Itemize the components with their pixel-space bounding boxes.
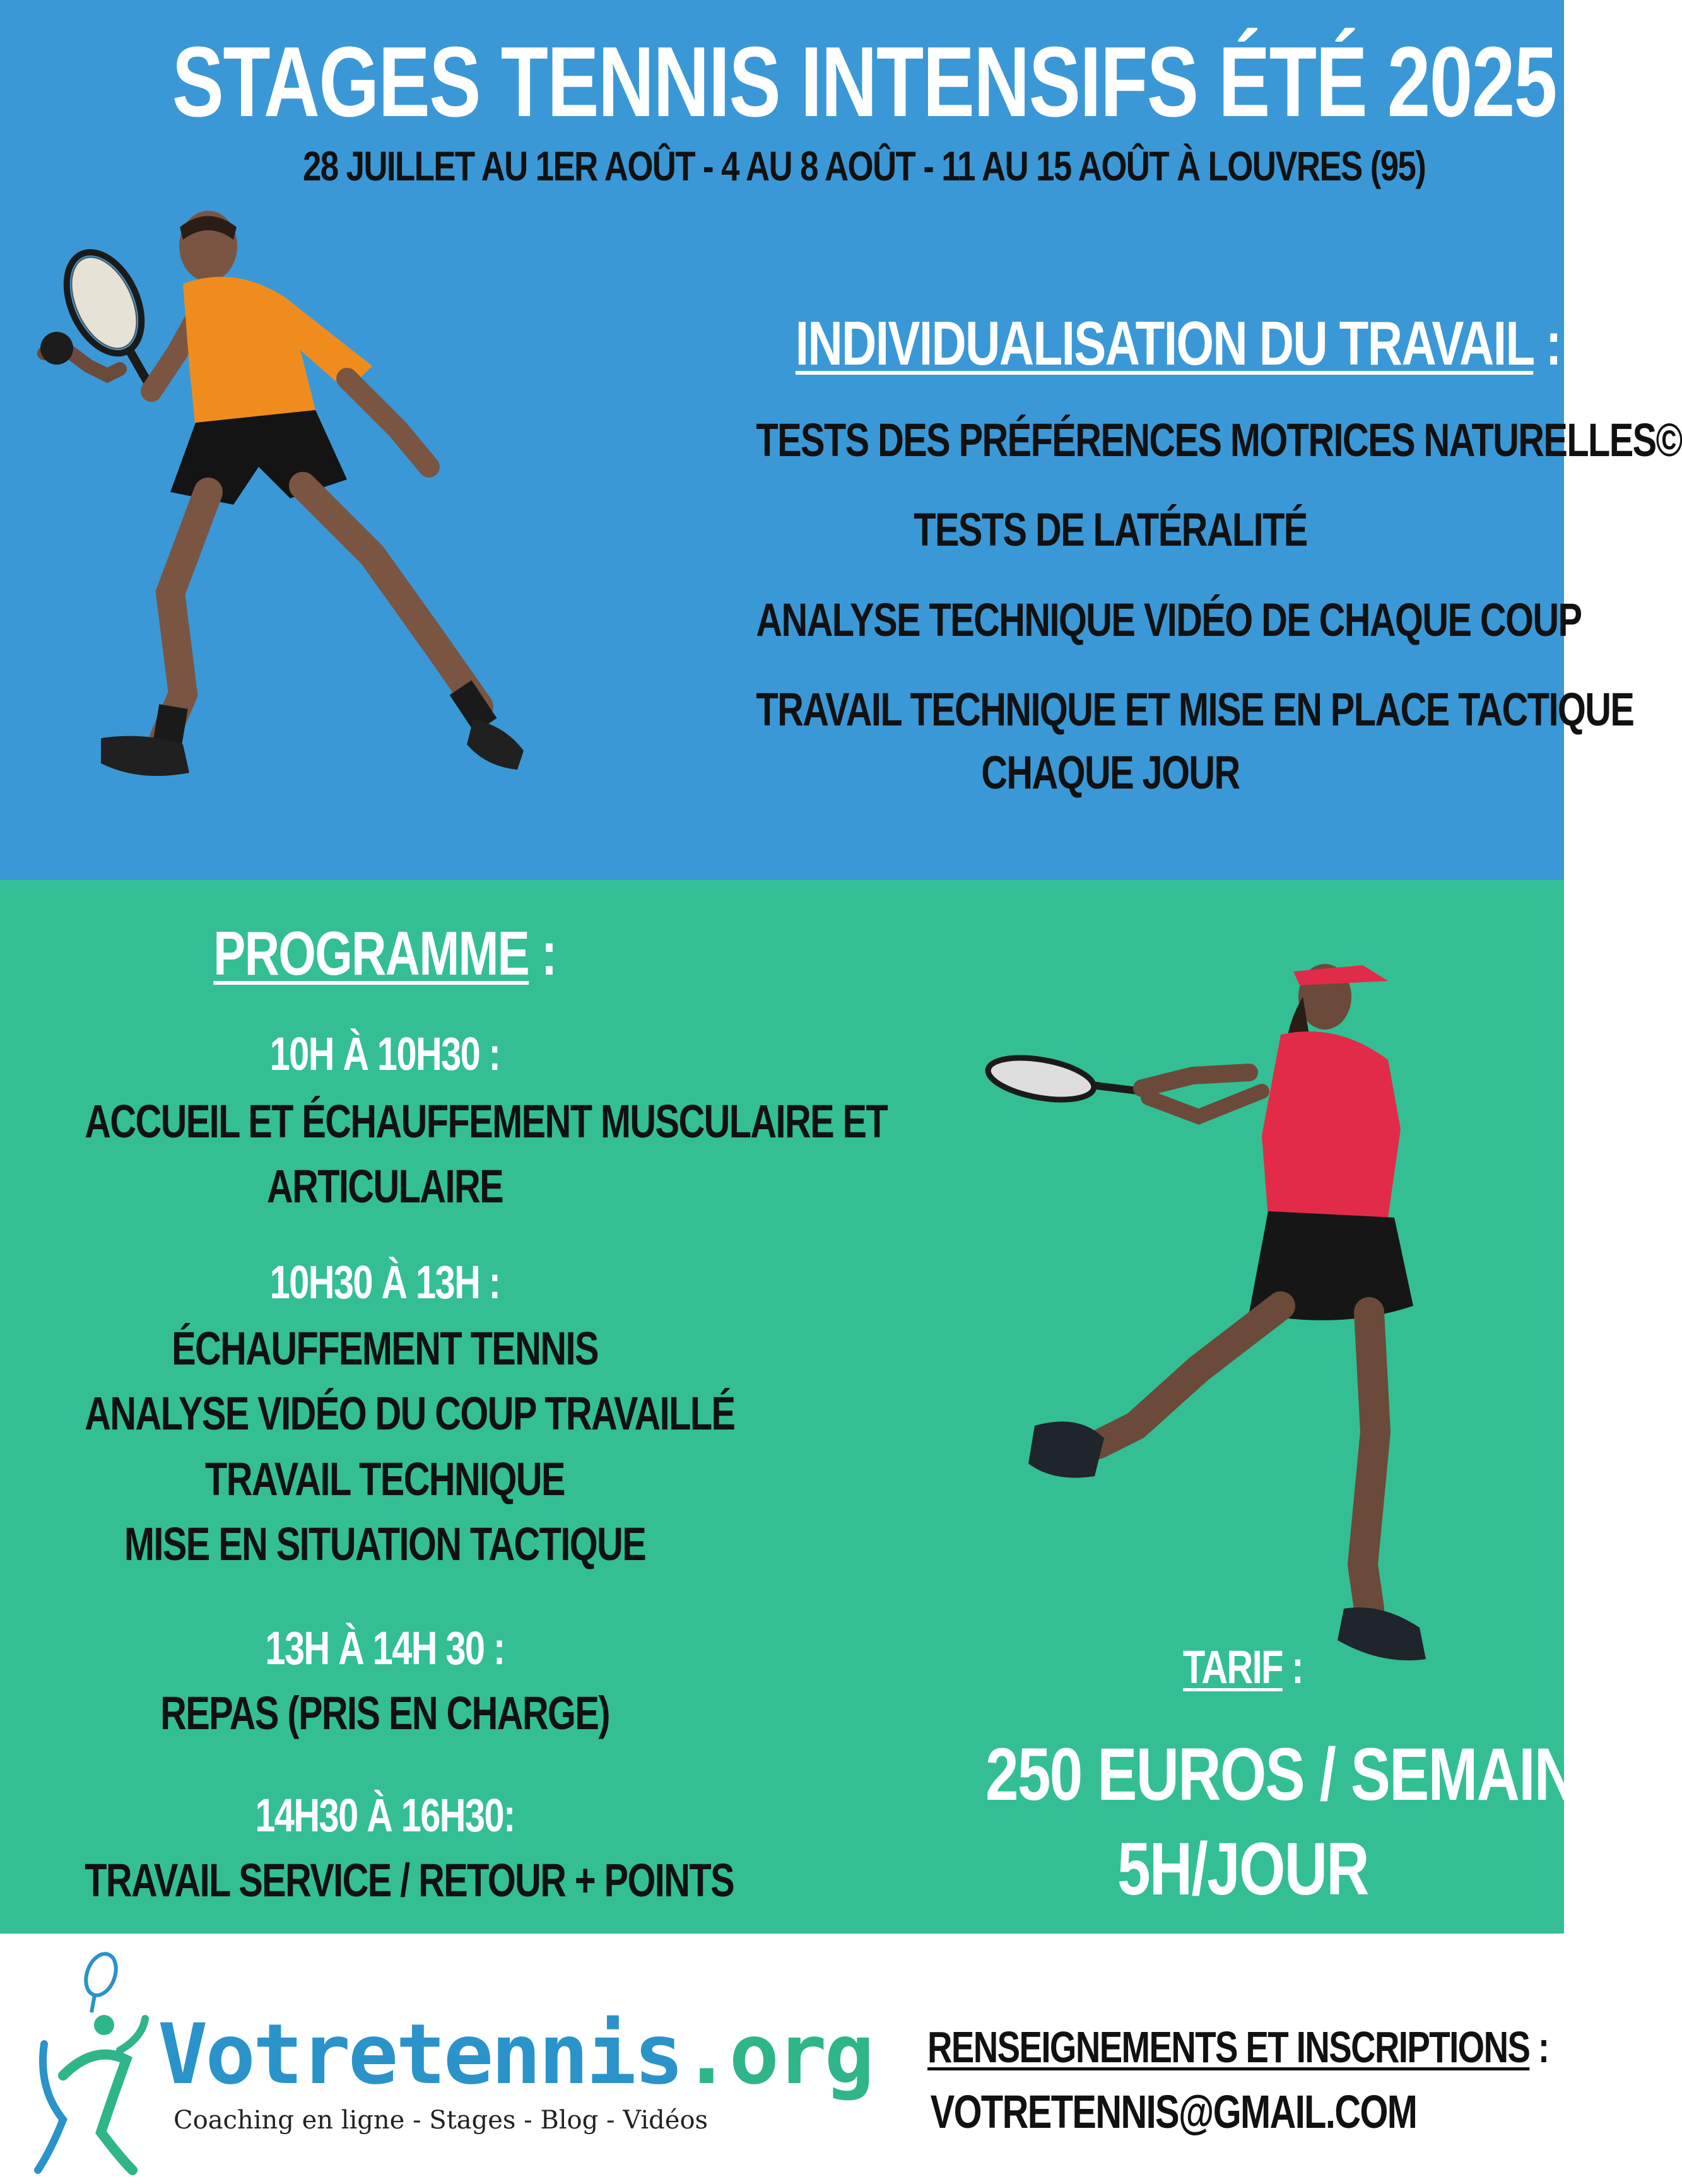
tarif-label-text: TARIF	[1183, 1641, 1283, 1693]
male-tennis-player-image	[19, 202, 543, 807]
individualisation-item: ANALYSE TECHNIQUE VIDÉO DE CHAQUE COUP	[756, 594, 1582, 646]
programme-activity: ARTICULAIRE	[266, 1160, 503, 1212]
programme-activity: REPAS (PRIS EN CHARGE)	[160, 1687, 609, 1739]
tarif-label-colon: :	[1282, 1641, 1303, 1693]
tarif-label	[1061, 1640, 1425, 1694]
individualisation-heading	[795, 308, 1561, 379]
programme-activity: ÉCHAUFFEMENT TENNIS	[172, 1322, 598, 1375]
programme-time: 14H30 À 16H30:	[255, 1789, 515, 1841]
programme-activity: TRAVAIL TECHNIQUE	[205, 1453, 565, 1505]
logo-tld: .org	[681, 2006, 873, 2103]
individualisation-heading-colon: :	[1533, 308, 1561, 378]
programme-heading-colon: :	[529, 919, 556, 988]
logo-tagline: Coaching en ligne - Stages - Blog - Vidéos	[173, 2106, 709, 2135]
individualisation-item: TESTS DE LATÉRALITÉ	[914, 503, 1307, 556]
logo-name: Votretennis	[158, 2006, 682, 2103]
female-tennis-player-image	[984, 927, 1451, 1684]
individualisation-item: TRAVAIL TECHNIQUE ET MISE EN PLACE TACTIQUE	[756, 683, 1634, 736]
programme-time: 13H À 14H 30 :	[265, 1622, 505, 1674]
programme-activity: TRAVAIL SERVICE / RETOUR + POINTS	[85, 1854, 734, 1906]
tarif-price: 250 EUROS / SEMAINE	[985, 1733, 1615, 1816]
individualisation-item: CHAQUE JOUR	[981, 746, 1240, 799]
contact-heading	[927, 2022, 1549, 2072]
votretennis-logo	[25, 1949, 873, 2176]
poster-title: STAGES TENNIS INTENSIFS ÉTÉ 2025	[172, 26, 1556, 138]
programme-activity: ANALYSE VIDÉO DU COUP TRAVAILLÉ	[85, 1387, 735, 1440]
contact-email: VOTRETENNIS@GMAIL.COM	[930, 2086, 1417, 2138]
individualisation-heading-text: INDIVIDUALISATION DU TRAVAIL	[795, 308, 1534, 378]
stage-dates: 28 JUILLET AU 1ER AOÛT - 4 AU 8 AOÛT - 11 AU 15 AOÛT À LOUVRES (95)	[303, 143, 1426, 189]
programme-heading-text: PROGRAMME	[213, 919, 529, 988]
individualisation-item: TESTS DES PRÉFÉRENCES MOTRICES NATURELLES©	[756, 414, 1682, 466]
contact-heading-colon: :	[1529, 2023, 1549, 2072]
contact-heading-text: RENSEIGNEMENTS ET INSCRIPTIONS	[927, 2023, 1530, 2072]
programme-time: 10H30 À 13H :	[269, 1256, 500, 1308]
tennis-player-logo-icon	[25, 1949, 164, 2176]
programme-heading	[85, 918, 685, 989]
programme-activity: ACCUEIL ET ÉCHAUFFEMENT MUSCULAIRE ET	[85, 1095, 888, 1148]
programme-time: 10H À 10H30 :	[269, 1028, 500, 1080]
tarif-hours: 5H/JOUR	[1117, 1828, 1368, 1911]
programme-activity: MISE EN SITUATION TACTIQUE	[124, 1518, 646, 1570]
